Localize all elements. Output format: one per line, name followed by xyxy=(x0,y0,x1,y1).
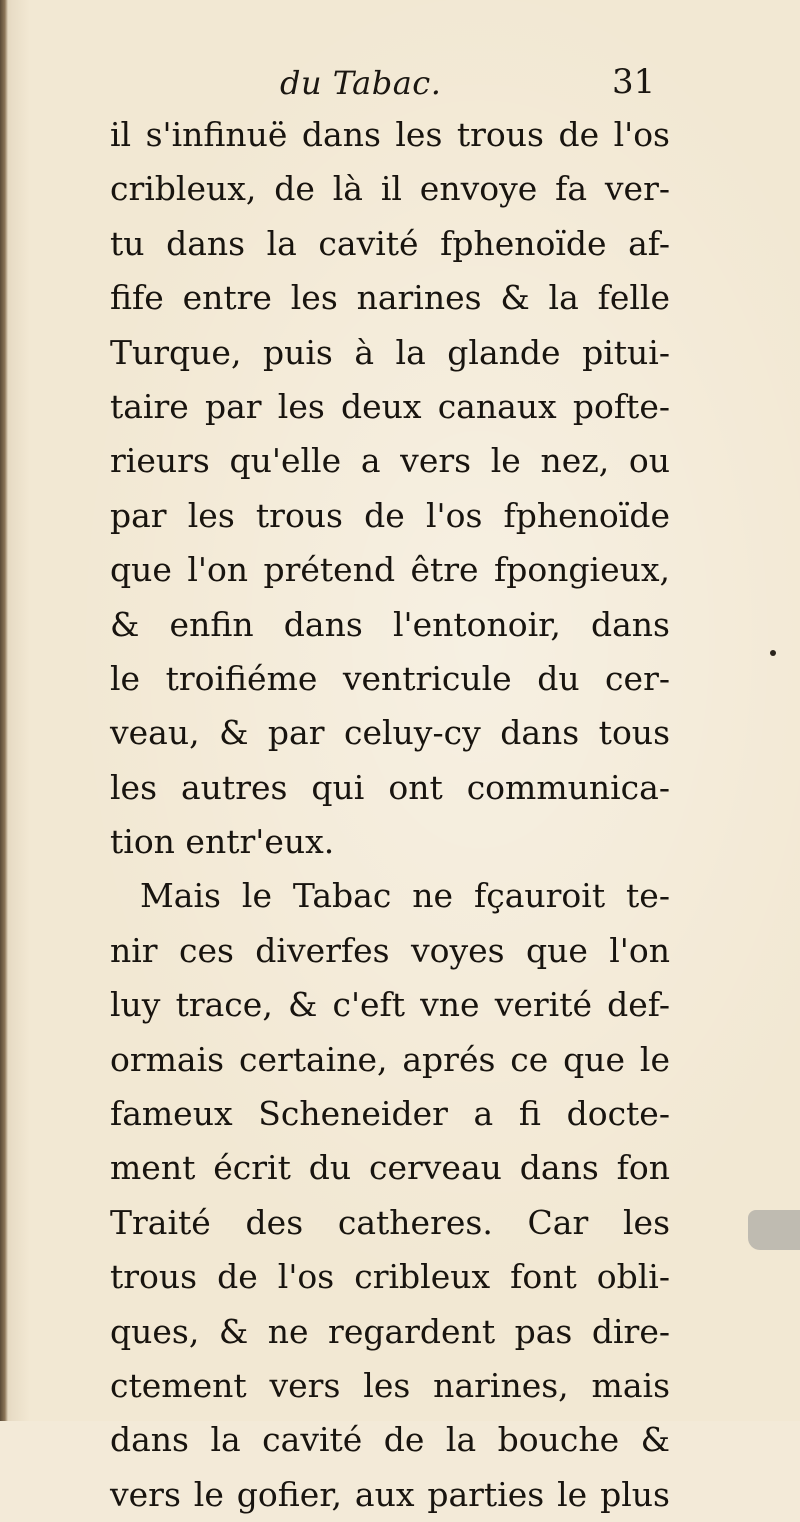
text-line: Turque, puis à la glande pitui- xyxy=(110,332,670,372)
text-line: le troifiéme ventricule du cer- xyxy=(110,658,670,698)
text-line: dans la cavité de la bouche & xyxy=(110,1420,670,1460)
text-line: rieurs qu'elle a vers le nez, ou xyxy=(110,441,670,481)
text-line: veau, & par celuy-cy dans tous xyxy=(110,713,670,753)
text-line: luy trace, & c'eft vne verité def- xyxy=(110,985,670,1025)
ink-spot xyxy=(770,650,776,656)
text-line: ctement vers les narines, mais xyxy=(110,1365,670,1405)
text-line: vers le gofier, aux parties le plus xyxy=(110,1474,670,1514)
text-line: les autres qui ont communica- xyxy=(110,767,670,807)
text-line: il s'infinuë dans les trous de l'os xyxy=(110,115,670,154)
text-line: fameux Scheneider a fi docte- xyxy=(110,1094,670,1134)
body-text xyxy=(110,108,670,1522)
text-line: que l'on prétend être fpongieux, xyxy=(110,550,670,590)
paragraph-start-line: Mais le Tabac ne fçauroit te- xyxy=(140,876,670,916)
page-number: 31 xyxy=(612,62,656,102)
text-line: ques, & ne regardent pas dire- xyxy=(110,1311,670,1351)
text-line: nir ces diverfes voyes que l'on xyxy=(110,930,670,970)
text-line: cribleux, de là il envoye fa ver- xyxy=(110,169,670,209)
running-title: du Tabac. xyxy=(280,64,442,102)
page-stain xyxy=(748,1210,800,1250)
text-line: taire par les deux canaux pofte- xyxy=(110,386,670,426)
text-line: par les trous de l'os fphenoïde xyxy=(110,495,670,535)
text-line: tu dans la cavité fphenoïde af- xyxy=(110,223,670,263)
page-binding-edge xyxy=(0,0,8,1421)
text-line: tion entr'eux. xyxy=(110,822,335,862)
text-line: trous de l'os cribleux font obli- xyxy=(110,1257,670,1297)
page-header xyxy=(0,54,800,114)
text-line: & enfin dans l'entonoir, dans xyxy=(110,604,670,644)
text-line: fife entre les narines & la felle xyxy=(110,278,670,318)
text-line: Traité des catheres. Car les xyxy=(110,1202,670,1242)
text-line: ormais certaine, aprés ce que le xyxy=(110,1039,670,1079)
text-line: ment écrit du cerveau dans fon xyxy=(110,1148,670,1188)
